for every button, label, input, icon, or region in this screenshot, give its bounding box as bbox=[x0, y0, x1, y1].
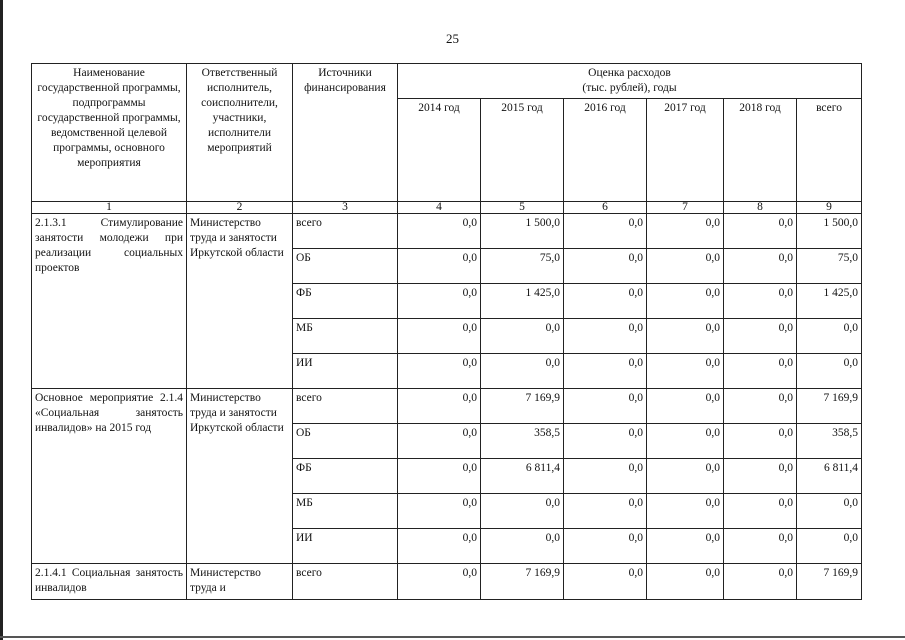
table-row bbox=[32, 214, 862, 249]
header-year-2017: 2017 год bbox=[647, 99, 724, 202]
value-total: 358,5 bbox=[797, 424, 862, 459]
page-number: 25 bbox=[446, 31, 459, 46]
value-2017: 0,0 bbox=[647, 529, 724, 564]
value-2014: 0,0 bbox=[398, 249, 481, 284]
value-2014: 0,0 bbox=[398, 494, 481, 529]
value-2015: 0,0 bbox=[481, 354, 564, 389]
column-number: 7 bbox=[647, 202, 724, 214]
value-2016: 0,0 bbox=[564, 389, 647, 424]
value-2018: 0,0 bbox=[724, 354, 797, 389]
value-total: 7 169,9 bbox=[797, 389, 862, 424]
executor: Министерство труда и bbox=[187, 564, 293, 600]
value-total: 1 425,0 bbox=[797, 284, 862, 319]
header-executor: Ответственный исполнитель, соисполнители, участники, исполнители мероприятий bbox=[187, 64, 293, 202]
value-total: 0,0 bbox=[797, 494, 862, 529]
value-2015: 358,5 bbox=[481, 424, 564, 459]
table-row bbox=[32, 389, 862, 424]
table-row bbox=[32, 564, 862, 600]
funding-source: ИИ bbox=[293, 354, 398, 389]
value-2015: 1 500,0 bbox=[481, 214, 564, 249]
value-2015: 1 425,0 bbox=[481, 284, 564, 319]
value-total: 0,0 bbox=[797, 319, 862, 354]
funding-source: ОБ bbox=[293, 249, 398, 284]
value-2016: 0,0 bbox=[564, 354, 647, 389]
header-year-2018: 2018 год bbox=[724, 99, 797, 202]
header-estimate bbox=[398, 64, 862, 99]
value-2014: 0,0 bbox=[398, 214, 481, 249]
value-2018: 0,0 bbox=[724, 529, 797, 564]
value-2016: 0,0 bbox=[564, 424, 647, 459]
program-name: 2.1.4.1 Социальная занятость инвалидов bbox=[32, 564, 187, 600]
value-2015: 0,0 bbox=[481, 494, 564, 529]
value-2016: 0,0 bbox=[564, 529, 647, 564]
funding-source: МБ bbox=[293, 494, 398, 529]
value-2014: 0,0 bbox=[398, 354, 481, 389]
header-row-1 bbox=[32, 64, 862, 99]
value-2018: 0,0 bbox=[724, 214, 797, 249]
value-2015: 7 169,9 bbox=[481, 564, 564, 600]
header-total: всего bbox=[797, 99, 862, 202]
funding-source: МБ bbox=[293, 319, 398, 354]
header-sources: Источники финансирования bbox=[293, 64, 398, 202]
value-2014: 0,0 bbox=[398, 564, 481, 600]
value-2016: 0,0 bbox=[564, 459, 647, 494]
value-total: 75,0 bbox=[797, 249, 862, 284]
value-2016: 0,0 bbox=[564, 214, 647, 249]
value-2017: 0,0 bbox=[647, 564, 724, 600]
column-number: 8 bbox=[724, 202, 797, 214]
value-2017: 0,0 bbox=[647, 459, 724, 494]
value-2018: 0,0 bbox=[724, 319, 797, 354]
value-2018: 0,0 bbox=[724, 284, 797, 319]
executor: Министерство труда и занятости Иркутской области bbox=[187, 389, 293, 564]
funding-source: ИИ bbox=[293, 529, 398, 564]
column-number: 5 bbox=[481, 202, 564, 214]
value-2018: 0,0 bbox=[724, 249, 797, 284]
value-2017: 0,0 bbox=[647, 214, 724, 249]
funding-source: ОБ bbox=[293, 424, 398, 459]
column-number: 9 bbox=[797, 202, 862, 214]
value-2018: 0,0 bbox=[724, 424, 797, 459]
header-estimate-line1: Оценка расходов bbox=[588, 67, 671, 79]
executor: Министерство труда и занятости Иркутской области bbox=[187, 214, 293, 389]
value-2014: 0,0 bbox=[398, 319, 481, 354]
value-2015: 0,0 bbox=[481, 319, 564, 354]
program-name: Основное мероприятие 2.1.4 «Социальная занятость инвалидов» на 2015 год bbox=[32, 389, 187, 564]
value-2014: 0,0 bbox=[398, 459, 481, 494]
column-number: 4 bbox=[398, 202, 481, 214]
value-2016: 0,0 bbox=[564, 494, 647, 529]
value-2015: 0,0 bbox=[481, 529, 564, 564]
funding-source: всего bbox=[293, 389, 398, 424]
header-year-2014: 2014 год bbox=[398, 99, 481, 202]
value-total: 6 811,4 bbox=[797, 459, 862, 494]
value-total: 1 500,0 bbox=[797, 214, 862, 249]
value-2017: 0,0 bbox=[647, 319, 724, 354]
funding-source: всего bbox=[293, 214, 398, 249]
funding-source: всего bbox=[293, 564, 398, 600]
program-name: 2.1.3.1 Стимулирование занятости молодежи при реализации социальных проектов bbox=[32, 214, 187, 389]
value-total: 7 169,9 bbox=[797, 564, 862, 600]
value-total: 0,0 bbox=[797, 354, 862, 389]
value-2015: 6 811,4 bbox=[481, 459, 564, 494]
header-year-2016: 2016 год bbox=[564, 99, 647, 202]
value-2018: 0,0 bbox=[724, 494, 797, 529]
value-2014: 0,0 bbox=[398, 284, 481, 319]
value-2017: 0,0 bbox=[647, 424, 724, 459]
value-2015: 75,0 bbox=[481, 249, 564, 284]
value-2014: 0,0 bbox=[398, 389, 481, 424]
scan-edge-left bbox=[0, 0, 3, 640]
header-name: Наименование государственной программы, подпрограммы государственной программы, ведомственной целевой программы, основного мероприятия bbox=[32, 64, 187, 202]
value-2018: 0,0 bbox=[724, 564, 797, 600]
value-2017: 0,0 bbox=[647, 284, 724, 319]
value-2017: 0,0 bbox=[647, 389, 724, 424]
column-number-row bbox=[32, 202, 862, 214]
value-2015: 7 169,9 bbox=[481, 389, 564, 424]
value-2016: 0,0 bbox=[564, 284, 647, 319]
value-2018: 0,0 bbox=[724, 389, 797, 424]
header-estimate-line2: (тыс. рублей), годы bbox=[582, 82, 677, 94]
column-number: 1 bbox=[32, 202, 187, 214]
value-2018: 0,0 bbox=[724, 459, 797, 494]
value-2014: 0,0 bbox=[398, 529, 481, 564]
budget-table bbox=[31, 63, 862, 600]
value-total: 0,0 bbox=[797, 529, 862, 564]
value-2017: 0,0 bbox=[647, 249, 724, 284]
value-2016: 0,0 bbox=[564, 564, 647, 600]
column-number: 2 bbox=[187, 202, 293, 214]
value-2016: 0,0 bbox=[564, 319, 647, 354]
column-number: 3 bbox=[293, 202, 398, 214]
scan-edge-bottom bbox=[0, 636, 905, 638]
header-year-2015: 2015 год bbox=[481, 99, 564, 202]
value-2017: 0,0 bbox=[647, 494, 724, 529]
value-2016: 0,0 bbox=[564, 249, 647, 284]
funding-source: ФБ bbox=[293, 459, 398, 494]
column-number: 6 bbox=[564, 202, 647, 214]
funding-source: ФБ bbox=[293, 284, 398, 319]
value-2017: 0,0 bbox=[647, 354, 724, 389]
value-2014: 0,0 bbox=[398, 424, 481, 459]
